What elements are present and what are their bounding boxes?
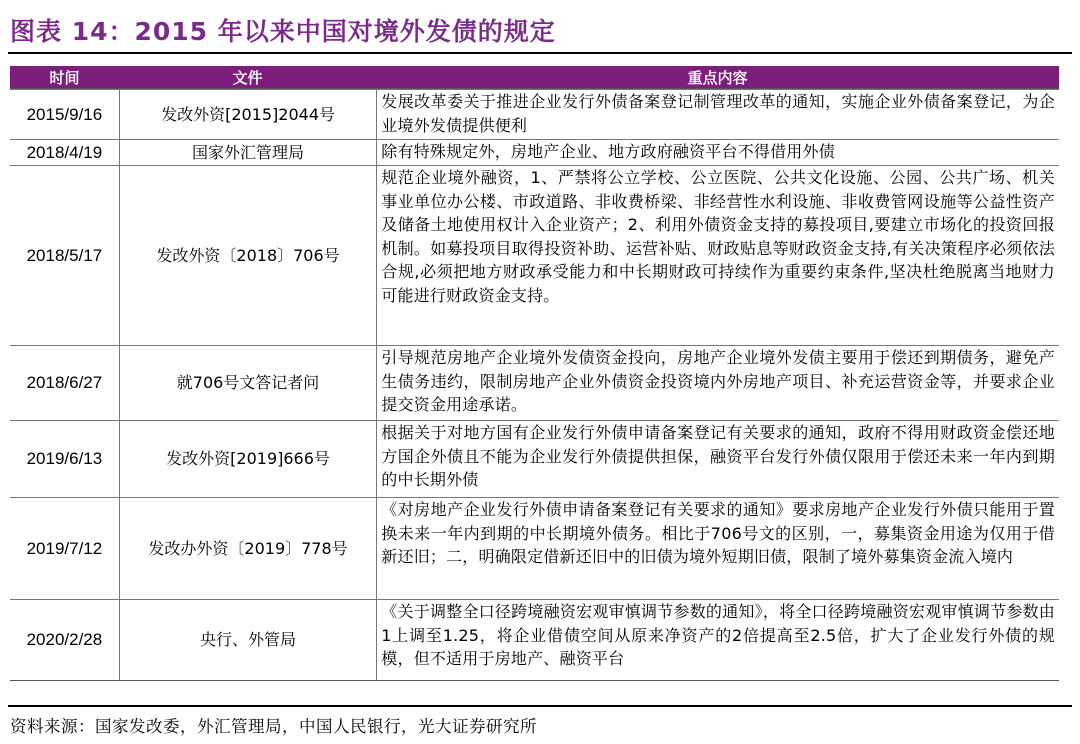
row-date: 2015/9/16 <box>10 90 120 139</box>
regulation-table <box>10 66 1059 681</box>
figure-title: 图表 14：2015 年以来中国对境外发债的规定 <box>10 17 556 46</box>
row-content: 除有特殊规定外，房地产企业、地方政府融资平台不得借用外债 <box>381 142 835 161</box>
row-document: 发改外资[2019]666号 <box>120 421 378 497</box>
table-row <box>10 89 1059 139</box>
row-content: 引导规范房地产企业境外发债资金投向，房地产企业境外发债主要用于偿还到期债务，避免产生债务违约，限制房地产企业外债资金投资境内外房地产项目、补充运营资金等，并要求企业提交资金用途承诺。 <box>381 348 1055 414</box>
row-date: 2018/5/17 <box>10 166 120 345</box>
table-row <box>10 345 1059 420</box>
row-date: 2020/2/28 <box>10 600 120 680</box>
header-document: 文件 <box>232 68 263 87</box>
row-content: 《对房地产企业发行外债申请备案登记有关要求的通知》要求房地产企业发行外债只能用于置换未来一年内到期的中长期境外债务。相比于706号文的区别，一，募集资金用途为仅用于借新还旧；二，明确限定借新还旧中的旧债为境外短期旧债，限制了境外募集资金流入境内 <box>381 500 1055 566</box>
row-document: 发改外资[2015]2044号 <box>120 90 378 139</box>
row-content: 《关于调整全口径跨境融资宏观审慎调节参数的通知》，将全口径跨境融资宏观审慎调节参数由1上调至1.25，将企业借债空间从原来净资产的2倍提高至2.5倍，扩大了企业发行外债的规模，但不适用于房地产、融资平台 <box>381 602 1055 668</box>
row-date: 2018/4/19 <box>10 140 120 165</box>
row-document: 央行、外管局 <box>120 600 378 680</box>
row-content: 根据关于对地方国有企业发行外债申请备案登记有关要求的通知，政府不得用财政资金偿还地方国企外债且不能为企业发行外债提供担保，融资平台发行外债仅限用于偿还未来一年内到期的中长期外债 <box>381 423 1055 489</box>
row-content: 发展改革委关于推进企业发行外债备案登记制管理改革的通知，实施企业外债备案登记，为企业境外发债提供便利 <box>381 92 1055 135</box>
title-divider <box>8 52 1072 54</box>
table-row <box>10 420 1059 497</box>
row-document: 国家外汇管理局 <box>120 140 378 165</box>
row-document: 就706号文答记者问 <box>120 346 378 420</box>
table-row <box>10 165 1059 345</box>
header-date: 时间 <box>49 68 80 87</box>
row-date: 2019/6/13 <box>10 421 120 497</box>
source-divider <box>8 705 1072 707</box>
row-document: 发改外资〔2018〕706号 <box>120 166 378 345</box>
table-row <box>10 497 1059 599</box>
header-content: 重点内容 <box>687 68 748 87</box>
source-note: 资料来源：国家发改委，外汇管理局，中国人民银行，光大证券研究所 <box>10 717 537 736</box>
row-date: 2018/6/27 <box>10 346 120 420</box>
row-date: 2019/7/12 <box>10 498 120 599</box>
row-content: 规范企业境外融资，1、严禁将公立学校、公立医院、公共文化设施、公园、公共广场、机关事业单位办公楼、市政道路、非收费桥梁、非经营性水利设施、非收费管网设施等公益性资产及储备土地使用权计入企业资产；2、利用外债资金支持的募投项目,要建立市场化的投资回报机制。如募投项目取得投资补助、运营补贴、财政贴息等财政资金支持,有关决策程序必须依法合规,必须把地方财政承受能力和中长期财政可持续作为重要约束条件,坚决杜绝脱离当地财力可能进行财政资金支持。 <box>381 168 1055 305</box>
table-row <box>10 599 1059 680</box>
table-header <box>10 66 1059 89</box>
table-row <box>10 139 1059 165</box>
row-document: 发改办外资〔2019〕778号 <box>120 498 378 599</box>
